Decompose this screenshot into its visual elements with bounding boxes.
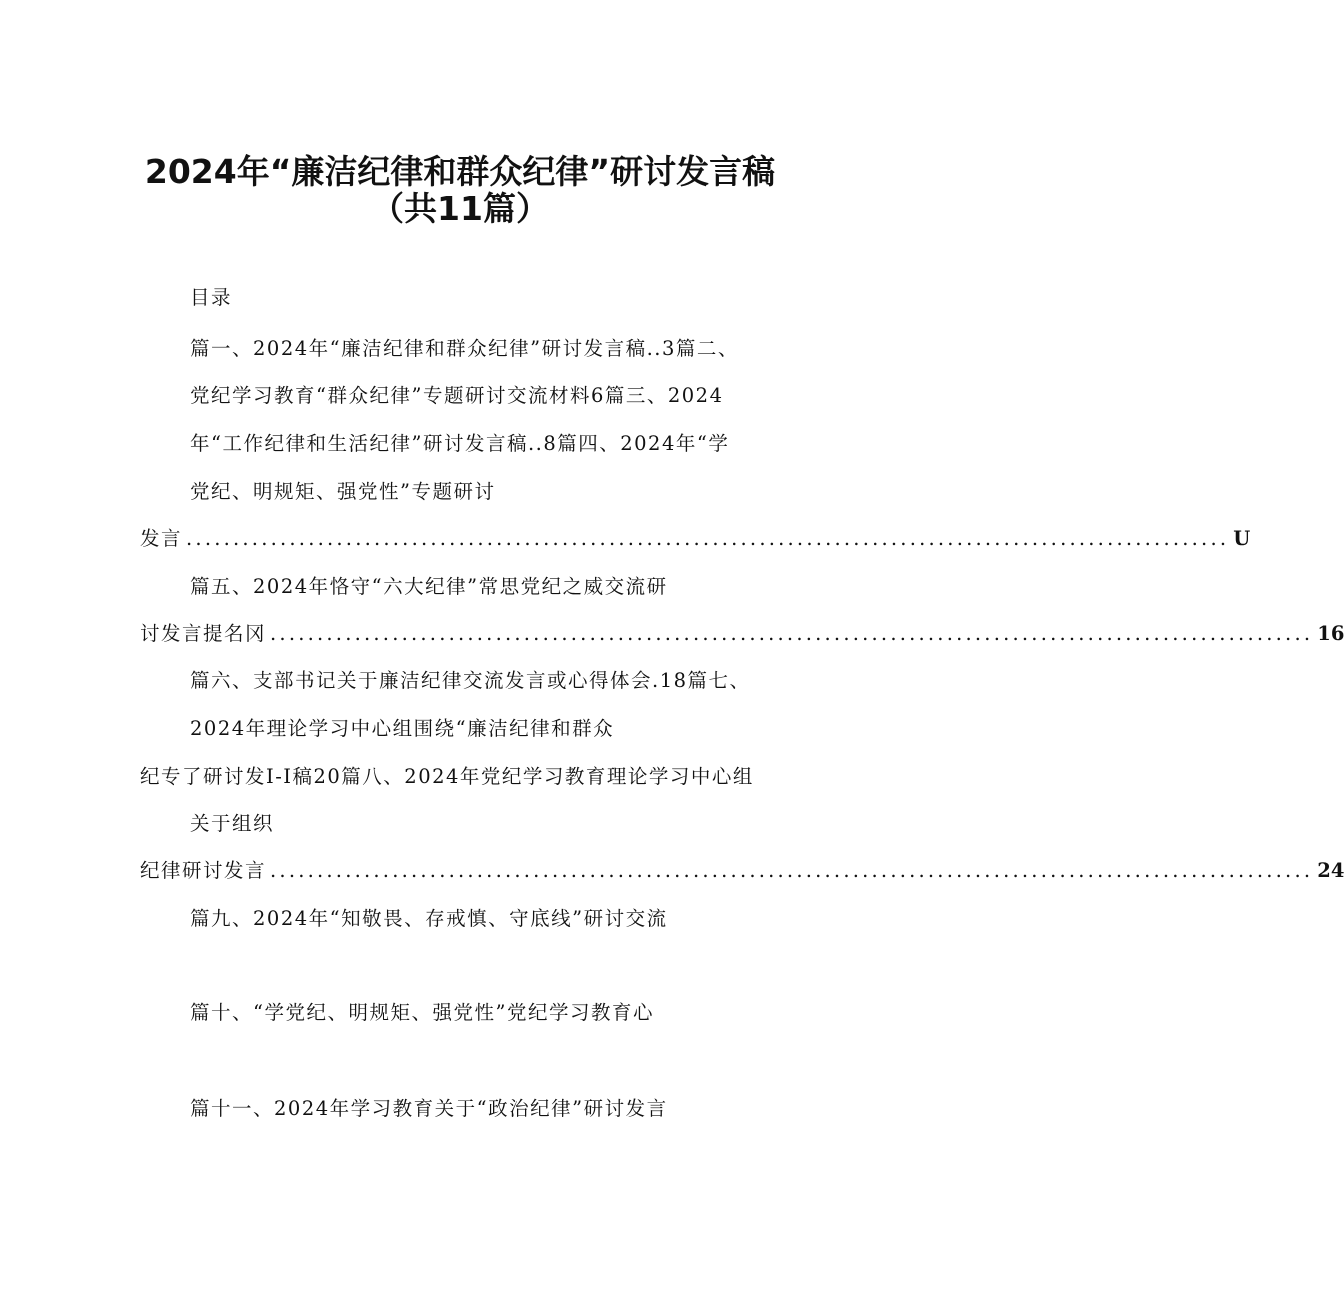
document-subtitle: （共11篇） — [371, 189, 549, 228]
toc-line: 篇十一、2024年学习教育关于“政治纪律”研讨发言 — [190, 1097, 668, 1120]
toc-page-number: U — [1233, 527, 1251, 550]
toc-page-number: 16 — [1317, 622, 1344, 645]
toc-line: 党纪、明规矩、强党性”专题研讨 — [190, 480, 496, 503]
leader-dots: ............................................................................................................... — [270, 622, 1314, 645]
toc-entry-row — [140, 526, 1251, 552]
toc-line: 纪专了研讨发I-I稿20篇八、2024年党纪学习教育理论学习中心组 — [140, 765, 754, 788]
toc-line: 篇五、2024年恪守“六大纪律”常思党纪之威交流研 — [190, 575, 668, 598]
toc-line: 篇九、2024年“知敬畏、存戒慎、守底线”研讨交流 — [190, 907, 668, 930]
toc-entry-row — [140, 858, 1344, 884]
toc-line: 年“工作纪律和生活纪律”研讨发言稿..8篇四、2024年“学 — [190, 432, 730, 455]
toc-entry-row — [140, 621, 1344, 647]
toc-page-number: 24 — [1317, 859, 1344, 882]
toc-line: 篇一、2024年“廉洁纪律和群众纪律”研讨发言稿..3篇二、 — [190, 337, 739, 360]
toc-line: 篇六、支部书记关于廉洁纪律交流发言或心得体会.18篇七、 — [190, 669, 751, 692]
toc-entry-label: 纪律研讨发言 — [140, 859, 267, 882]
leader-dots: ............................................................................................................... — [186, 527, 1230, 550]
toc-line: 关于组织 — [190, 812, 275, 835]
document-title: 2024年“廉洁纪律和群众纪律”研讨发言稿 — [144, 152, 776, 191]
leader-dots: ............................................................................................................... — [270, 859, 1314, 882]
toc-heading: 目录 — [190, 286, 233, 309]
toc-entry-label: 讨发言提名冈 — [140, 622, 267, 645]
toc-entry-label: 发言 — [140, 527, 183, 550]
toc-line: 2024年理论学习中心组围绕“廉洁纪律和群众 — [190, 717, 615, 740]
toc-line: 党纪学习教育“群众纪律”专题研讨交流材料6篇三、2024 — [190, 384, 724, 407]
toc-line: 篇十、“学党纪、明规矩、强党性”党纪学习教育心 — [190, 1001, 654, 1024]
